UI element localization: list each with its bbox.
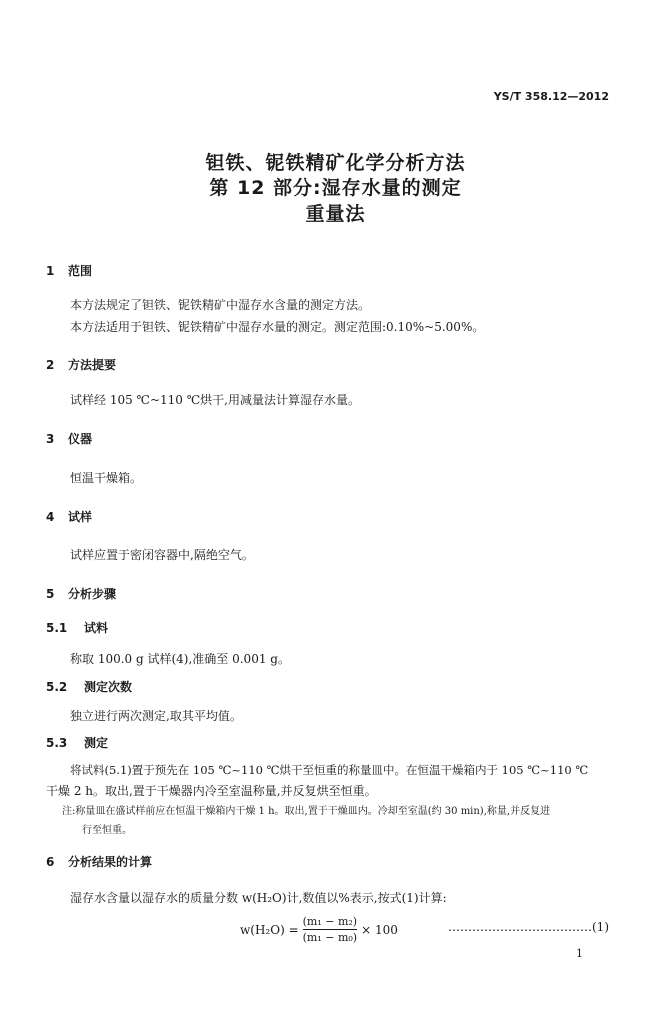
section-5-3-note-line-2: 行至恒重。 <box>82 825 132 836</box>
page-number: 1 <box>576 947 583 960</box>
standard-number: YS/T 358.12—2012 <box>493 90 609 103</box>
section-1-paragraph-1: 本方法规定了钽铁、铌铁精矿中湿存水含量的测定方法。 <box>70 298 371 312</box>
section-title: 测定次数 <box>84 680 133 694</box>
section-number: 6 <box>46 855 55 869</box>
section-title: 测定 <box>84 736 109 750</box>
section-6-paragraph: 湿存水含量以湿存水的质量分数 w(H₂O)计,数值以%表示,按式(1)计算: <box>70 891 447 905</box>
section-6-heading <box>46 853 152 870</box>
section-4-paragraph: 试样应置于密闭容器中,隔绝空气。 <box>70 548 254 562</box>
formula-fraction <box>303 915 357 944</box>
title-line-2: 第 12 部分:湿存水量的测定 <box>209 177 462 199</box>
section-number: 4 <box>46 510 55 524</box>
section-title: 分析结果的计算 <box>68 855 153 869</box>
section-5-1-paragraph: 称取 100.0 g 试样(4),准确至 0.001 g。 <box>70 652 290 666</box>
section-number: 5 <box>46 587 55 601</box>
section-5-3-paragraph-line-1: 将试料(5.1)置于预先在 105 ℃~110 ℃烘干至恒重的称量皿中。在恒温干燥箱内于 105 ℃~110 ℃ <box>70 763 589 777</box>
section-5-heading <box>46 585 116 602</box>
formula <box>240 915 398 944</box>
title-line-1: 钽铁、铌铁精矿化学分析方法 <box>205 152 466 174</box>
section-1-paragraph-2: 本方法适用于钽铁、铌铁精矿中湿存水量的测定。测定范围:0.10%~5.00%。 <box>70 320 485 334</box>
section-title: 试样 <box>68 510 93 524</box>
section-5-1-heading <box>46 619 108 636</box>
formula-numerator: (m₁ − m₂) <box>302 915 358 928</box>
section-number: 5.1 <box>46 621 68 635</box>
section-3-paragraph: 恒温干燥箱。 <box>70 471 143 485</box>
section-title: 试料 <box>84 621 109 635</box>
section-5-3-paragraph-line-2: 干燥 2 h。取出,置于干燥器内冷至室温称量,并反复烘至恒重。 <box>46 784 377 798</box>
formula-denominator: (m₁ − m₀) <box>302 931 358 944</box>
section-1-heading <box>46 262 92 279</box>
formula-multiplier: × 100 <box>361 922 398 937</box>
section-4-heading <box>46 508 92 525</box>
section-5-3-note-line-1: 注:称量皿在盛试样前应在恒温干燥箱内干燥 1 h。取出,置于干燥皿内。冷却至室温(约 30 min),称量,并反复进 <box>62 806 551 817</box>
section-5-3-heading <box>46 734 108 751</box>
section-2-paragraph: 试样经 105 ℃~110 ℃烘干,用减量法计算湿存水量。 <box>70 393 360 407</box>
section-title: 范围 <box>68 264 93 278</box>
section-5-2-heading <box>46 678 132 695</box>
section-number: 2 <box>46 358 55 372</box>
section-5-2-paragraph: 独立进行两次测定,取其平均值。 <box>70 709 242 723</box>
section-number: 5.3 <box>46 736 68 750</box>
section-number: 1 <box>46 264 55 278</box>
equation-number: ………………………………(1) <box>448 920 609 934</box>
section-title: 分析步骤 <box>68 587 117 601</box>
section-3-heading <box>46 430 92 447</box>
fraction-bar <box>303 929 357 930</box>
formula-lhs: w(H₂O) = <box>240 922 299 937</box>
section-title: 方法提要 <box>68 358 117 372</box>
section-title: 仪器 <box>68 432 93 446</box>
title-line-3: 重量法 <box>305 203 366 225</box>
section-number: 5.2 <box>46 680 68 694</box>
section-number: 3 <box>46 432 55 446</box>
section-2-heading <box>46 356 116 373</box>
